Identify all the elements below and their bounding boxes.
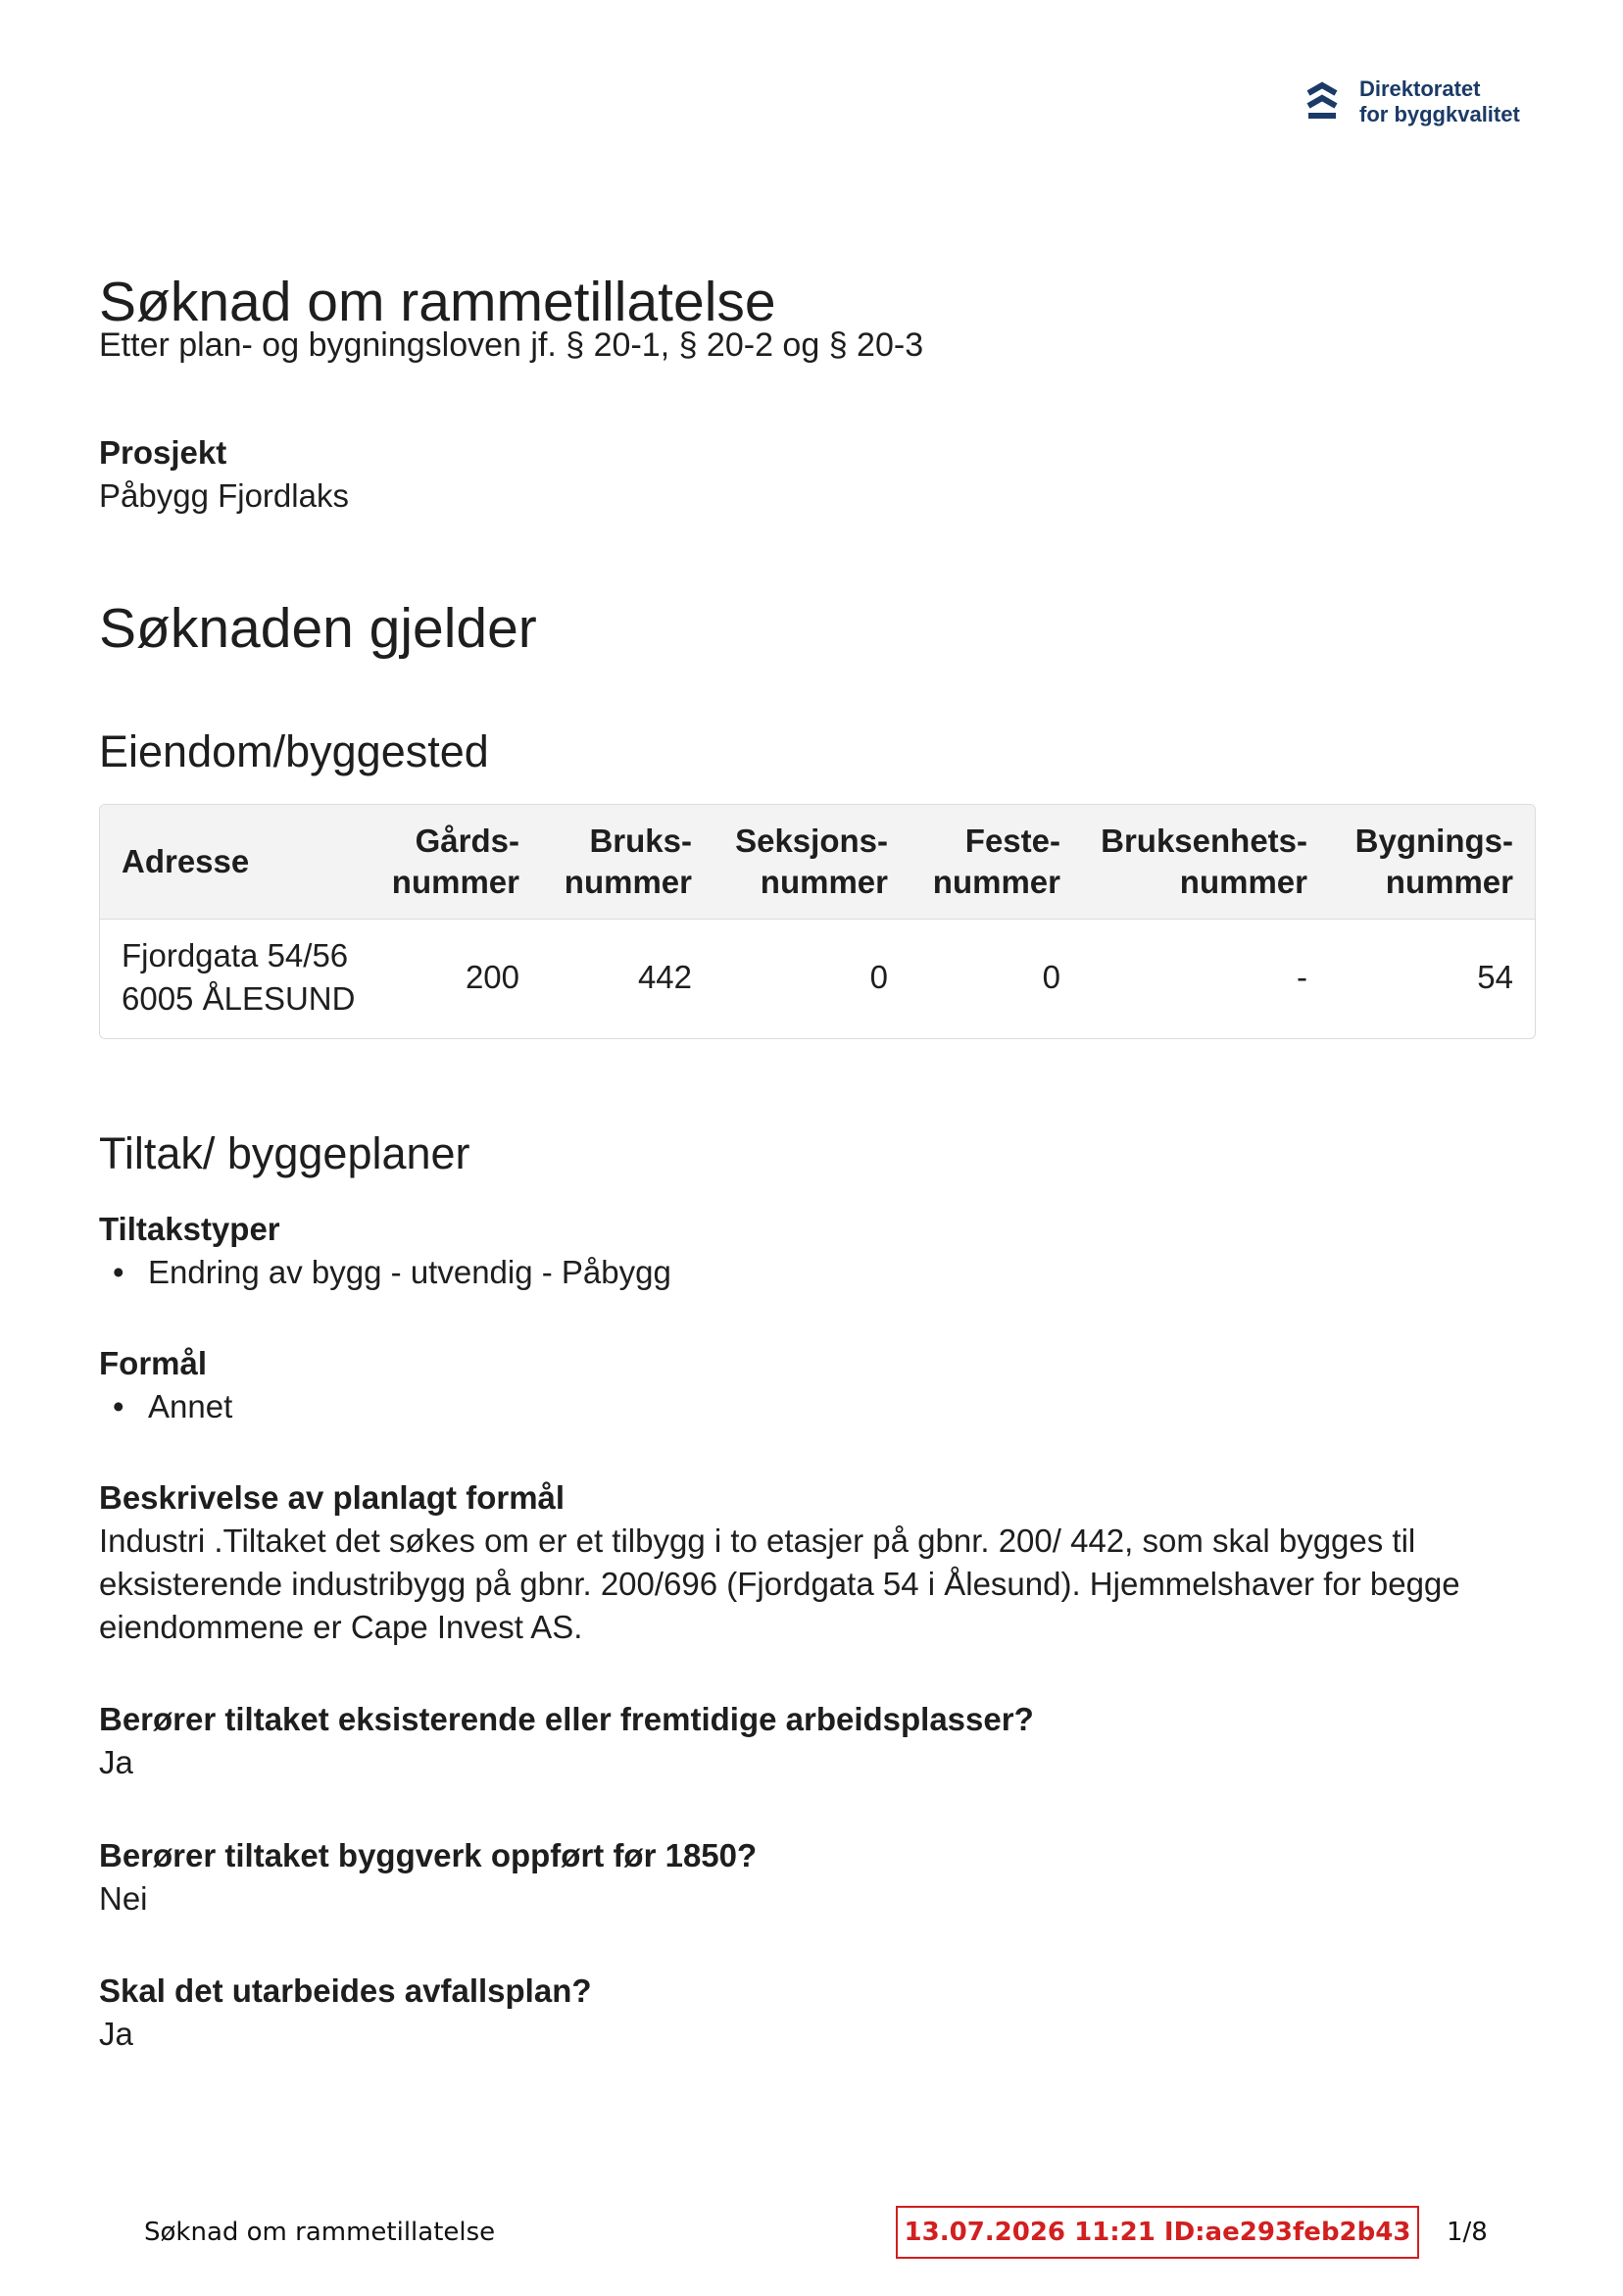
- tiltak-heading: Tiltak/ byggeplaner: [99, 1128, 470, 1178]
- cell-address: [100, 919, 380, 1036]
- description-field: [99, 1476, 1536, 1649]
- page-subtitle: Etter plan- og bygningsloven jf. § 20-1, § 20-2 og § 20-3: [99, 326, 924, 364]
- address-line-1: Fjordgata 54/56: [122, 937, 349, 974]
- question-label: Berører tiltaket byggverk oppført før 1850?: [99, 1837, 758, 1873]
- question-answer: Ja: [99, 1744, 133, 1780]
- cell-snr: 0: [869, 959, 888, 996]
- description-line-2: eksisterende industribygg på gbnr. 200/696 (Fjordgata 54 i Ålesund). Hjemmelshaver for begge: [99, 1566, 1460, 1602]
- tiltakstyper-label: Tiltakstyper: [99, 1211, 280, 1247]
- cell-fnr: 0: [1042, 959, 1060, 996]
- column-header-snr: Seksjons- nummer: [735, 822, 888, 900]
- column-header-address: Adresse: [122, 842, 250, 879]
- address-line-2: 6005 ÅLESUND: [122, 980, 356, 1018]
- formal-list: [99, 1385, 1536, 1428]
- column-header-bygning: Bygnings- nummer: [1354, 822, 1513, 900]
- description-line-3: eiendommene er Cape Invest AS.: [99, 1609, 583, 1645]
- property-heading: Eiendom/byggested: [99, 726, 489, 776]
- logo-line-2: for byggkvalitet: [1359, 102, 1520, 126]
- column-header-bruksenhet: Bruksenhets- nummer: [1101, 822, 1307, 900]
- list-item: • Endring av bygg - utvendig - Påbygg: [99, 1251, 1536, 1294]
- cell-bygning: 54: [1477, 959, 1513, 996]
- table-header-row: [100, 805, 1535, 919]
- question-workplaces: [99, 1698, 1536, 1784]
- section-heading: Søknaden gjelder: [99, 597, 537, 660]
- logo-line-1: Direktoratet: [1359, 76, 1481, 101]
- question-answer: Nei: [99, 1880, 148, 1917]
- list-item: • Annet: [99, 1385, 1536, 1428]
- table-row: [100, 919, 1535, 1036]
- description-label: Beskrivelse av planlagt formål: [99, 1479, 566, 1516]
- question-waste-plan: [99, 1970, 1536, 2056]
- dibk-logo: [1303, 76, 1520, 127]
- column-header-fnr: Feste- nummer: [932, 822, 1060, 900]
- question-label: Berører tiltaket eksisterende eller fremtidige arbeidsplasser?: [99, 1701, 1034, 1737]
- bullet-icon: •: [113, 1388, 124, 1424]
- cell-bruksenhet: -: [1297, 959, 1307, 996]
- cell-bnr: 442: [637, 959, 692, 996]
- project-label: Prosjekt: [99, 434, 227, 471]
- question-label: Skal det utarbeides avfallsplan?: [99, 1972, 592, 2009]
- column-header-bnr: Bruks- nummer: [564, 822, 692, 900]
- page-number: 1/8: [1447, 2218, 1488, 2247]
- description-line-1: Industri .Tiltaket det søkes om er et tilbygg i to etasjer på gbnr. 200/ 442, som skal bygges til: [99, 1522, 1416, 1559]
- tiltakstyper-list: [99, 1251, 1536, 1294]
- cell-gnr: 200: [465, 959, 519, 996]
- footer-doc-title: Søknad om rammetillatelse: [144, 2218, 496, 2247]
- logo-text: [1359, 76, 1520, 127]
- tiltakstyper-field: [99, 1208, 1536, 1294]
- dibk-chevron-icon: [1303, 79, 1342, 125]
- timestamp-id-stamp: 13.07.2026 11:21 ID:ae293feb2b43: [896, 2206, 1419, 2259]
- bullet-icon: •: [113, 1254, 124, 1290]
- question-pre-1850: [99, 1834, 1536, 1921]
- project-field: [99, 431, 1536, 518]
- question-answer: Ja: [99, 2016, 133, 2052]
- project-value: Påbygg Fjordlaks: [99, 477, 349, 514]
- property-table: [99, 804, 1536, 1039]
- column-header-gnr: Gårds- nummer: [391, 822, 519, 900]
- formal-label: Formål: [99, 1345, 208, 1381]
- page-title: Søknad om rammetillatelse: [99, 271, 776, 333]
- formal-field: [99, 1342, 1536, 1428]
